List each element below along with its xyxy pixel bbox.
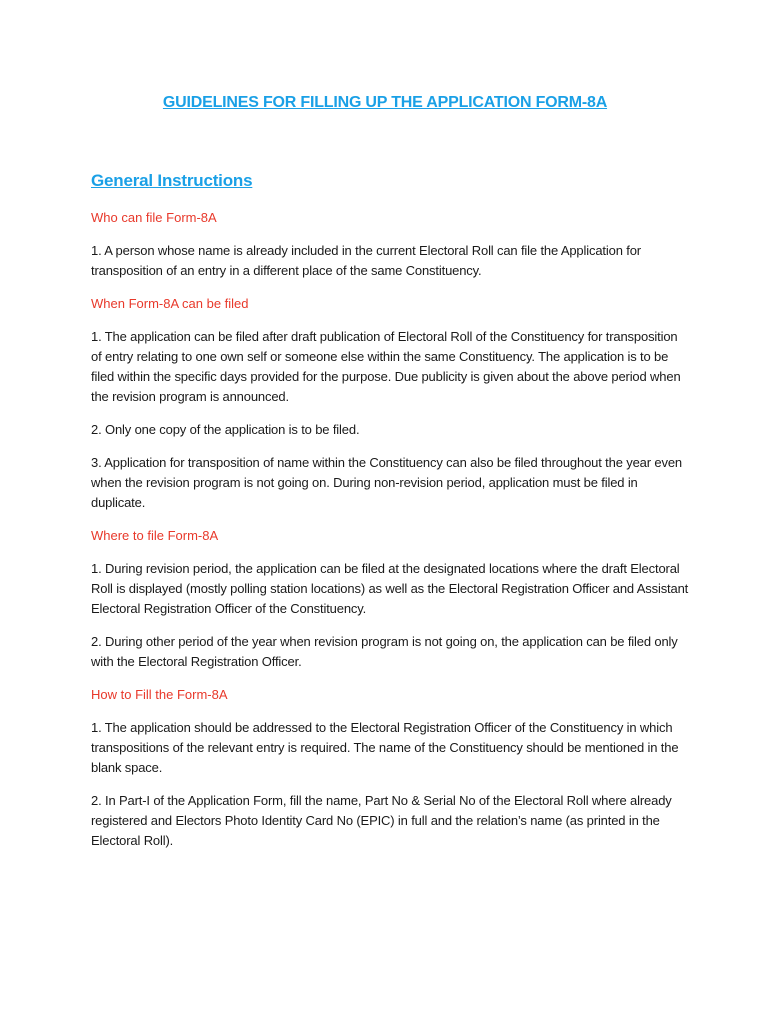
- subheading-how-to-fill: How to Fill the Form-8A: [91, 687, 228, 702]
- document-title: GUIDELINES FOR FILLING UP THE APPLICATION FORM-8A: [162, 94, 608, 111]
- subheading-who-can-file: Who can file Form-8A: [91, 210, 217, 225]
- paragraph: 1. A person whose name is already included in the current Electoral Roll can file the Application for transposition of an entry in a different place of the same Constituency.: [91, 243, 641, 278]
- paragraph: 1. The application can be filed after draft publication of Electoral Roll of the Constituency for transposition of entry relating to one own self or someone else within the same Constituency. The application is to be filed within the specific days provided for the purpose. Due publicity is given about the above period when the revision program is announced.: [91, 329, 681, 404]
- subheading-when-filed: When Form-8A can be filed: [91, 296, 249, 311]
- paragraph: 1. The application should be addressed to the Electoral Registration Officer of the Constituency in which transpositions of the relevant entry is required. The name of the Constituency should be mentioned in the blank space.: [91, 720, 679, 775]
- subheading-where-to-file: Where to file Form-8A: [91, 528, 219, 543]
- section-heading: General Instructions: [91, 171, 253, 190]
- paragraph: 2. Only one copy of the application is to be filed.: [91, 422, 360, 437]
- document-body: [91, 208, 691, 864]
- paragraph: 2. During other period of the year when revision program is not going on, the application can be filed only with the Electoral Registration Officer.: [91, 634, 678, 669]
- paragraph: 2. In Part-I of the Application Form, fill the name, Part No & Serial No of the Electoral Roll where already registered and Electors Photo Identity Card No (EPIC) in full and the relation’s name (as printed in the Electoral Roll).: [91, 793, 672, 848]
- paragraph: 3. Application for transposition of name within the Constituency can also be filed throughout the year even when the revision program is not going on. During non-revision period, application must be filed in duplicate.: [91, 455, 682, 510]
- paragraph: 1. During revision period, the application can be filed at the designated locations where the draft Electoral Roll is displayed (mostly polling station locations) as well as the Electoral Registration Officer and Assistant Electoral Registration Officer of the Constituency.: [91, 561, 689, 616]
